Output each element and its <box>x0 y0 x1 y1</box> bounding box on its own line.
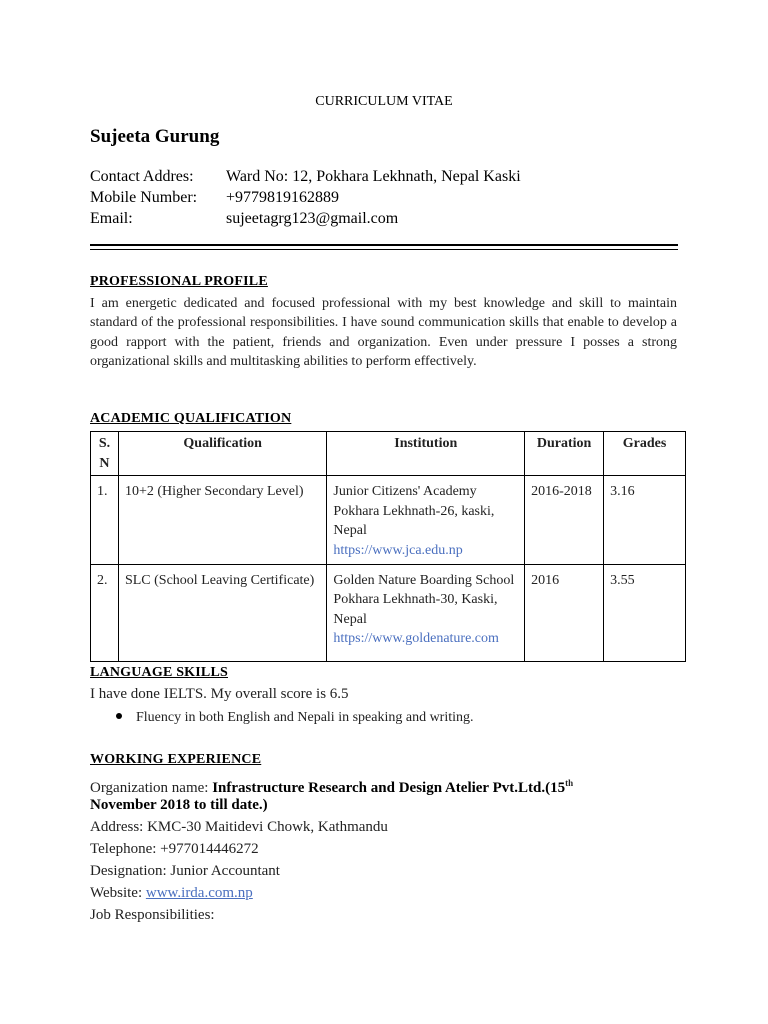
bullet-dot-icon <box>116 713 122 719</box>
bullet-text: Fluency in both English and Nepali in speaking and writing. <box>136 710 474 725</box>
cell-duration: 2016 <box>525 564 604 661</box>
cell-institution <box>327 476 525 564</box>
mobile-label: Mobile Number: <box>90 189 198 206</box>
work-heading: WORKING EXPERIENCE <box>90 752 262 767</box>
col-header-duration: Duration <box>525 432 604 476</box>
language-text: I have done IELTS. My overall score is 6.5 <box>90 686 349 702</box>
profile-heading: PROFESSIONAL PROFILE <box>90 274 268 289</box>
org-line <box>90 772 690 794</box>
cell-duration: 2016-2018 <box>525 476 604 564</box>
col-header-institution: Institution <box>327 432 525 476</box>
contact-mobile-row <box>90 187 521 208</box>
header-divider-thick <box>90 244 678 246</box>
org-period: November 2018 to till date.) <box>90 797 268 813</box>
address-label: Contact Addres: <box>90 168 194 185</box>
org-sup: th <box>565 778 574 788</box>
cell-grade: 3.55 <box>604 564 686 661</box>
contact-email-row <box>90 208 521 229</box>
org-label: Organization name: <box>90 780 209 796</box>
website-link[interactable]: www.irda.com.np <box>145 885 253 901</box>
institution-website-link[interactable]: https://www.jca.edu.np <box>333 542 463 558</box>
table-row <box>91 476 686 564</box>
col-header-qualification: Qualification <box>118 432 326 476</box>
work-website-line <box>90 882 690 904</box>
work-block <box>90 772 690 926</box>
org-name: Infrastructure Research and Design Atelier Pvt.Ltd.(15 <box>212 780 566 796</box>
institution-website-link[interactable]: https://www.goldenature.com <box>333 631 499 647</box>
language-heading: LANGUAGE SKILLS <box>90 665 228 680</box>
cell-qualification: SLC (School Leaving Certificate) <box>118 564 326 661</box>
org-period-line <box>90 794 690 816</box>
contact-block <box>90 166 521 229</box>
cell-grade: 3.16 <box>604 476 686 564</box>
col-header-sn: S. N <box>91 432 119 476</box>
job-responsibilities-label: Job Responsibilities: <box>90 907 215 923</box>
work-designation: Designation: Junior Accountant <box>90 863 280 879</box>
email-value: sujeetagrg123@gmail.com <box>226 210 399 227</box>
cell-sn: 1. <box>91 476 119 564</box>
cell-qualification: 10+2 (Higher Secondary Level) <box>118 476 326 564</box>
contact-address-row <box>90 166 521 187</box>
candidate-name: Sujeeta Gurung <box>90 126 220 147</box>
academic-heading: ACADEMIC QUALIFICATION <box>90 411 292 426</box>
website-label: Website: <box>90 885 143 901</box>
email-label: Email: <box>90 210 133 227</box>
col-header-grades: Grades <box>604 432 686 476</box>
academic-table <box>90 431 686 662</box>
document-title: CURRICULUM VITAE <box>315 94 453 109</box>
work-address: Address: KMC-30 Maitidevi Chowk, Kathmandu <box>90 819 388 835</box>
profile-text: I am energetic dedicated and focused professional with my best knowledge and skill to maintain standard of the professional responsibilities. I have sound communication skills that enable to develop a good rapport with the patient, friends and organization. Even under pressure I posses a strong organizational skills and multitasking abilities to perform effectively. <box>90 296 677 370</box>
list-item <box>116 710 474 726</box>
work-telephone: Telephone: +977014446272 <box>90 841 259 857</box>
header-divider-thin <box>90 249 678 250</box>
cell-institution <box>327 564 525 661</box>
cell-sn: 2. <box>91 564 119 661</box>
institution-name: Golden Nature Boarding School Pokhara Lekhnath-30, Kaski, Nepal <box>333 572 515 627</box>
address-value: Ward No: 12, Pokhara Lekhnath, Nepal Kaski <box>226 168 521 185</box>
table-header-row <box>91 432 686 476</box>
institution-name: Junior Citizens' Academy Pokhara Lekhnath-26, kaski, Nepal <box>333 484 495 539</box>
table-row <box>91 564 686 661</box>
mobile-value: +9779819162889 <box>226 189 340 206</box>
